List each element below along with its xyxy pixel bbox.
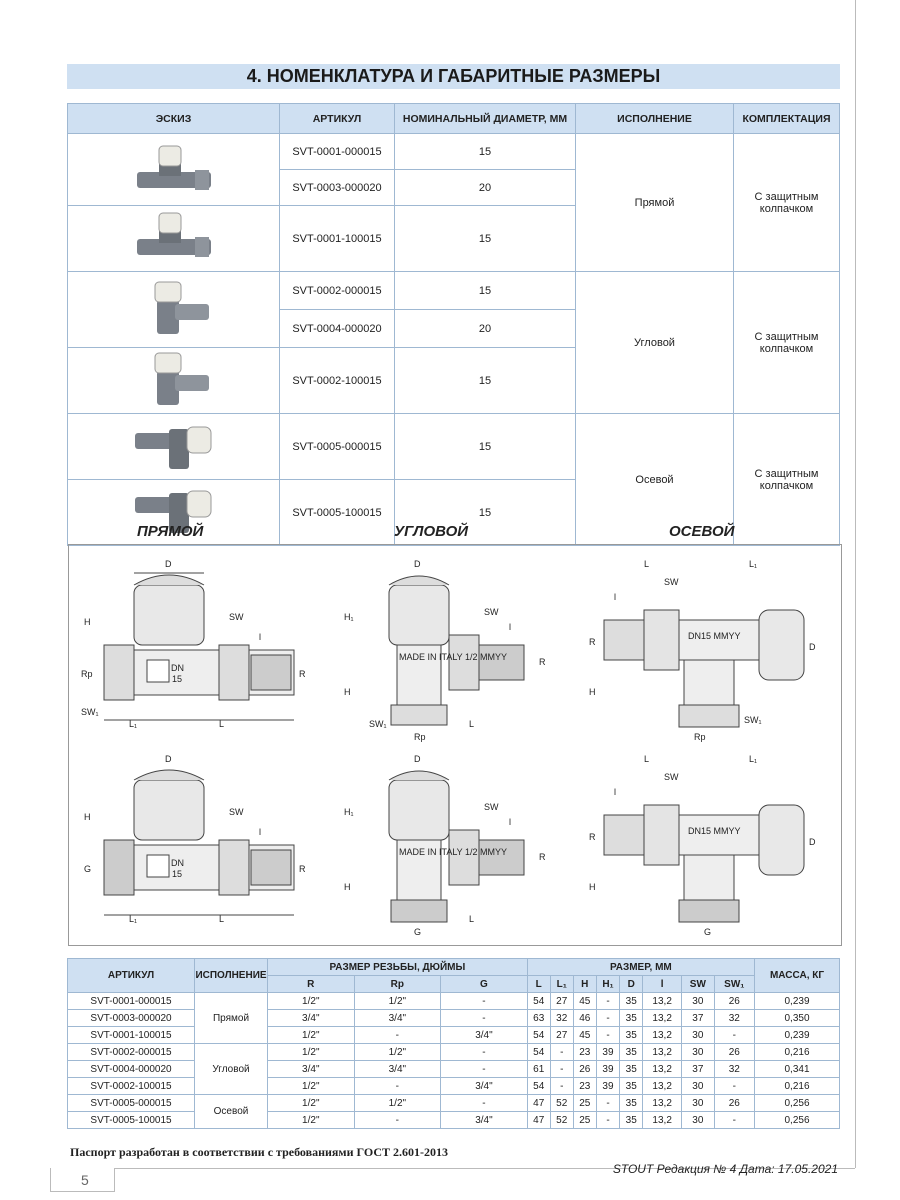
dim-D: D [414,754,421,764]
valve-straight-icon [129,207,219,267]
dim-R: R [299,864,306,874]
dim-l: l [509,622,511,632]
value-cell: 39 [596,1061,619,1078]
valve-axial-icon [129,415,219,475]
dn-cell: 15 [395,272,576,310]
value-cell: 35 [620,1061,643,1078]
value-cell: 46 [573,1010,596,1027]
article-cell: SVT-0003-000020 [280,170,395,206]
dim-G: G [704,927,712,937]
value-cell: - [596,1095,619,1112]
sub-L: L [527,976,550,993]
dn15-label: DN15 MMYY [688,826,741,836]
value-cell: - [714,1078,754,1095]
value-cell: 30 [682,1095,714,1112]
dim-G: G [414,927,422,937]
sub-Rp: Rp [354,976,441,993]
execution-cell: Угловой [576,272,734,414]
dn-label: DN [171,858,184,868]
dim-H: H [589,882,596,892]
dim-H1: H₁ [344,612,354,622]
value-cell: 32 [714,1061,754,1078]
execution-cell: Осевой [576,414,734,546]
col-sketch: ЭСКИЗ [68,104,280,134]
value-cell: 30 [682,1044,714,1061]
value-cell: 13,2 [643,1078,682,1095]
value-cell: 25 [573,1095,596,1112]
sketch-straight-2 [68,206,280,272]
made-in-italy-label: MADE IN ITALY 1/2 MMYY [399,652,508,662]
dim-l: l [614,592,616,602]
article-cell: SVT-0002-000015 [68,1044,195,1061]
page-frame-right [855,0,856,1168]
value-cell: - [441,1061,528,1078]
value-cell: 0,341 [755,1061,840,1078]
spec-table [67,958,840,1129]
dim-L1: L₁ [749,559,758,569]
dim-H: H [344,687,351,697]
h-article: АРТИКУЛ [68,959,195,993]
value-cell: 0,239 [755,1027,840,1044]
sub-H1: H₁ [596,976,619,993]
value-cell: - [354,1078,441,1095]
value-cell: 13,2 [643,1010,682,1027]
valve-angle-icon [129,278,219,338]
col-dn: НОМИНАЛЬНЫЙ ДИАМЕТР, ММ [395,104,576,134]
value-cell: 54 [527,1078,550,1095]
value-cell: 1/2" [268,1112,355,1129]
table-row [68,1044,840,1061]
sub-H: H [573,976,596,993]
article-cell: SVT-0002-100015 [68,1078,195,1095]
value-cell: 30 [682,1112,714,1129]
drawing-angle-rp [339,555,579,745]
kit-cell: С защитным колпачком [734,134,840,272]
sub-D: D [620,976,643,993]
table-row [68,1095,840,1112]
execution-cell: Прямой [576,134,734,272]
valve-angle-icon [129,349,219,409]
value-cell: 25 [573,1112,596,1129]
article-cell: SVT-0003-000020 [68,1010,195,1027]
value-cell: - [441,1044,528,1061]
value-cell: 0,350 [755,1010,840,1027]
article-cell: SVT-0005-000015 [280,414,395,480]
value-cell: - [354,1027,441,1044]
footnote: Паспорт разработан в соответствии с требованиями ГОСТ 2.601-2013 [70,1145,448,1159]
article-cell: SVT-0002-100015 [280,348,395,414]
value-cell: 63 [527,1010,550,1027]
dn15-label: DN15 MMYY [688,631,741,641]
dn-cell: 15 [395,206,576,272]
dim-L: L [219,719,225,729]
value-cell: 54 [527,1044,550,1061]
value-cell: 35 [620,1078,643,1095]
value-cell: 1/2" [354,993,441,1010]
dim-L: L [219,914,225,924]
col-article: АРТИКУЛ [280,104,395,134]
sub-l: l [643,976,682,993]
drawing-axial-g [584,750,824,940]
value-cell: 3/4" [268,1061,355,1078]
dim-R: R [589,637,596,647]
dim-l: l [614,787,616,797]
value-cell: 13,2 [643,1027,682,1044]
article-cell: SVT-0004-000020 [280,310,395,348]
dn-cell: 15 [395,414,576,480]
value-cell: 30 [682,1027,714,1044]
value-cell: - [441,993,528,1010]
section-title: 4. НОМЕНКЛАТУРА И ГАБАРИТНЫЕ РАЗМЕРЫ [67,64,840,89]
drawing-straight-rp [79,555,319,745]
value-cell: 39 [596,1044,619,1061]
dim-H: H [84,617,91,627]
sketch-angle-2 [68,348,280,414]
dn-cell: 20 [395,310,576,348]
article-cell: SVT-0001-100015 [280,206,395,272]
dim-SW1: SW₁ [81,707,99,717]
dim-SW: SW [664,577,679,587]
sketch-angle-1 [68,272,280,348]
editorial-info: STOUT Редакция № 4 Дата: 17.05.2021 [612,1162,838,1176]
sketch-straight-1 [68,134,280,206]
dim-SW: SW [484,802,499,812]
dim-Rp: Rp [694,732,706,742]
value-cell: 3/4" [441,1112,528,1129]
dim-R: R [589,832,596,842]
value-cell: 0,239 [755,993,840,1010]
dn-value-label: 15 [172,869,183,879]
dn-cell: 15 [395,348,576,414]
technical-drawings [68,544,842,946]
drawing-axial-rp [584,555,824,745]
execution-cell: Угловой [195,1044,268,1095]
dim-D: D [165,559,172,569]
page-number: 5 [50,1168,115,1192]
value-cell: 26 [573,1061,596,1078]
value-cell: 3/4" [268,1010,355,1027]
dim-D: D [809,837,816,847]
value-cell: 26 [714,1095,754,1112]
dim-l: l [259,632,261,642]
value-cell: 52 [550,1095,573,1112]
col-kit: КОМПЛЕКТАЦИЯ [734,104,840,134]
value-cell: 30 [682,1078,714,1095]
value-cell: 54 [527,1027,550,1044]
value-cell: 23 [573,1044,596,1061]
sub-R: R [268,976,355,993]
dim-H1: H₁ [344,807,354,817]
h-exec: ИСПОЛНЕНИЕ [195,959,268,993]
value-cell: - [550,1044,573,1061]
table-row [68,1078,840,1095]
value-cell: 61 [527,1061,550,1078]
value-cell: 1/2" [354,1095,441,1112]
dim-L: L [644,754,650,764]
dim-R: R [299,669,306,679]
article-cell: SVT-0001-000015 [280,134,395,170]
value-cell: 32 [550,1010,573,1027]
value-cell: - [441,1010,528,1027]
value-cell: 54 [527,993,550,1010]
value-cell: 27 [550,993,573,1010]
dn-value-label: 15 [172,674,183,684]
h-mass: МАССА, КГ [755,959,840,993]
dim-SW1: SW₁ [744,715,762,725]
value-cell: 3/4" [354,1010,441,1027]
dim-H: H [589,687,596,697]
value-cell: 1/2" [354,1044,441,1061]
kit-cell: С защитным колпачком [734,414,840,546]
value-cell: 3/4" [441,1078,528,1095]
table-row [68,1010,840,1027]
dim-Rp: Rp [414,732,426,742]
value-cell: 47 [527,1112,550,1129]
dim-L: L [469,914,475,924]
value-cell: 13,2 [643,993,682,1010]
dim-SW1: SW₁ [369,719,387,729]
sketch-axial-1 [68,414,280,480]
dn-cell: 15 [395,480,576,546]
execution-cell: Осевой [195,1095,268,1129]
dn-label: DN [171,663,184,673]
value-cell: 39 [596,1078,619,1095]
value-cell: 1/2" [268,1027,355,1044]
value-cell: 1/2" [268,1078,355,1095]
view-title-axial: ОСЕВОЙ [669,523,735,540]
value-cell: 0,256 [755,1095,840,1112]
col-execution: ИСПОЛНЕНИЕ [576,104,734,134]
value-cell: 3/4" [354,1061,441,1078]
value-cell: - [441,1095,528,1112]
sub-L1: L₁ [550,976,573,993]
value-cell: 35 [620,1027,643,1044]
made-in-italy-label: MADE IN ITALY 1/2 MMYY [399,847,508,857]
value-cell: 47 [527,1095,550,1112]
value-cell: 30 [682,993,714,1010]
dim-L1: L₁ [129,719,138,729]
dim-SW: SW [229,807,244,817]
dim-l: l [259,827,261,837]
dim-G: G [84,864,92,874]
value-cell: 1/2" [268,993,355,1010]
dim-H: H [84,812,91,822]
dim-D: D [809,642,816,652]
article-cell: SVT-0005-000015 [68,1095,195,1112]
value-cell: 13,2 [643,1112,682,1129]
value-cell: 0,216 [755,1044,840,1061]
dim-L: L [469,719,475,729]
dim-L1: L₁ [749,754,758,764]
value-cell: 35 [620,993,643,1010]
sub-SW: SW [682,976,714,993]
value-cell: - [714,1112,754,1129]
article-cell: SVT-0001-000015 [68,993,195,1010]
table-row [68,1027,840,1044]
h-thread: РАЗМЕР РЕЗЬБЫ, ДЮЙМЫ [268,959,528,976]
value-cell: - [596,993,619,1010]
dim-H: H [344,882,351,892]
dim-l: l [509,817,511,827]
article-cell: SVT-0004-000020 [68,1061,195,1078]
value-cell: 37 [682,1010,714,1027]
dn-cell: 20 [395,170,576,206]
value-cell: 35 [620,1112,643,1129]
value-cell: 52 [550,1112,573,1129]
article-cell: SVT-0005-100015 [280,480,395,546]
value-cell: 13,2 [643,1095,682,1112]
valve-straight-icon [129,138,219,198]
value-cell: 23 [573,1078,596,1095]
value-cell: 35 [620,1044,643,1061]
dim-R: R [539,852,546,862]
value-cell: 32 [714,1010,754,1027]
h-size: РАЗМЕР, ММ [527,959,754,976]
value-cell: 13,2 [643,1044,682,1061]
value-cell: 27 [550,1027,573,1044]
dim-D: D [165,754,172,764]
dim-SW: SW [664,772,679,782]
value-cell: 26 [714,1044,754,1061]
execution-cell: Прямой [195,993,268,1044]
value-cell: 3/4" [441,1027,528,1044]
sub-SW1: SW₁ [714,976,754,993]
drawing-angle-g [339,750,579,940]
value-cell: 13,2 [643,1061,682,1078]
nomenclature-table [67,103,840,546]
dn-cell: 15 [395,134,576,170]
dim-SW: SW [229,612,244,622]
value-cell: - [596,1010,619,1027]
value-cell: 1/2" [268,1095,355,1112]
value-cell: 1/2" [268,1044,355,1061]
value-cell: 35 [620,1095,643,1112]
value-cell: - [596,1112,619,1129]
value-cell: 45 [573,993,596,1010]
drawing-straight-g [79,750,319,940]
dim-Rp: Rp [81,669,93,679]
dim-R: R [539,657,546,667]
kit-cell: С защитным колпачком [734,272,840,414]
view-title-straight: ПРЯМОЙ [137,523,204,540]
sub-G: G [441,976,528,993]
value-cell: 35 [620,1010,643,1027]
value-cell: - [550,1078,573,1095]
value-cell: - [714,1027,754,1044]
article-cell: SVT-0002-000015 [280,272,395,310]
value-cell: - [596,1027,619,1044]
value-cell: - [354,1112,441,1129]
value-cell: 0,256 [755,1112,840,1129]
dim-D: D [414,559,421,569]
value-cell: 37 [682,1061,714,1078]
article-cell: SVT-0005-100015 [68,1112,195,1129]
table-row [68,993,840,1010]
table-row [68,1112,840,1129]
dim-SW: SW [484,607,499,617]
dim-L1: L₁ [129,914,138,924]
value-cell: 0,216 [755,1078,840,1095]
value-cell: - [550,1061,573,1078]
article-cell: SVT-0001-100015 [68,1027,195,1044]
dim-L: L [644,559,650,569]
value-cell: 45 [573,1027,596,1044]
value-cell: 26 [714,993,754,1010]
table-row [68,1061,840,1078]
view-title-angle: УГЛОВОЙ [394,523,469,540]
